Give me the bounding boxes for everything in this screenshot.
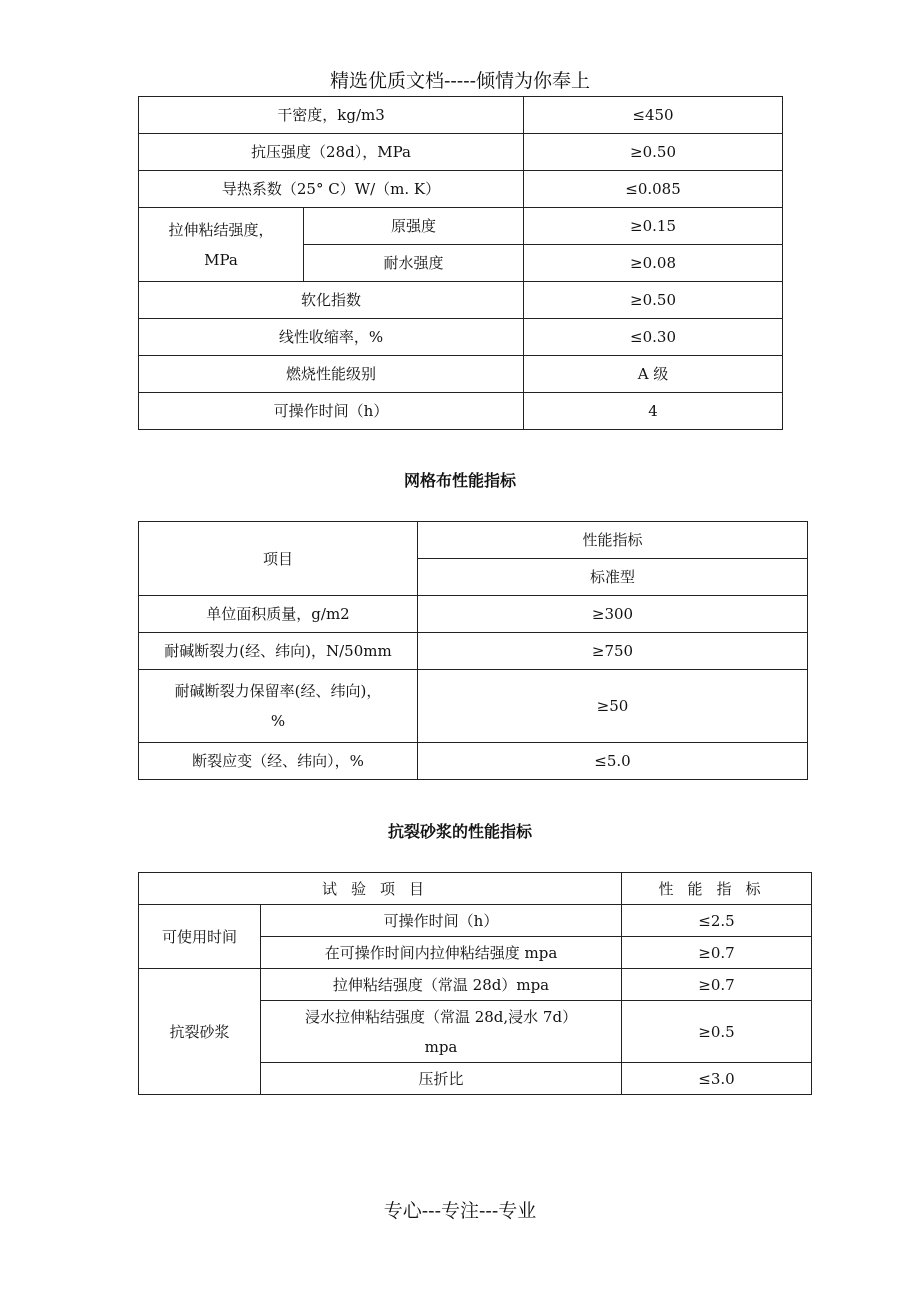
item-cell: 抗压强度（28d），MPa [139,134,524,171]
value-cell: ≥0.7 [622,937,812,969]
table-row [139,905,812,937]
item-line-1: 耐碱断裂力保留率(经、纬向)， [174,682,382,700]
item-cell: 导热系数（25° C）W/（m. K） [139,171,524,208]
item-cell [261,1001,622,1063]
value-cell: ≤5.0 [418,743,808,780]
value-cell: ≥0.50 [524,134,783,171]
table-header-row [139,873,812,905]
page-footer: 专心---专注---专业 [383,1200,537,1222]
value-cell: ≤450 [524,97,783,134]
item-line-2: mpa [424,1037,458,1056]
value-cell: ≤0.30 [524,319,783,356]
section-title-mortar: 抗裂砂浆的性能指标 [387,822,532,841]
table-row [139,969,812,1001]
item-line-1: 浸水拉伸粘结强度（常温 28d,浸水 7d） [304,1007,578,1026]
value-cell: ≤3.0 [622,1063,812,1095]
table-row [139,208,783,245]
item-cell: 软化指数 [139,282,524,319]
item-cell: 原强度 [304,208,524,245]
table-row [139,134,783,171]
insulation-properties-table [138,96,783,430]
value-cell: ≥0.08 [524,245,783,282]
section-title-mesh: 网格布性能指标 [403,471,516,490]
value-cell: ≥0.50 [524,282,783,319]
item-cell: 燃烧性能级别 [139,356,524,393]
value-cell: ≤2.5 [622,905,812,937]
header-perf-cell: 性能指标 [418,522,808,559]
value-cell: ≥50 [418,670,808,743]
header-sub-cell: 标准型 [418,559,808,596]
table-header-row [139,522,808,559]
table-row [139,743,808,780]
table-row [139,356,783,393]
value-cell: ≤0.085 [524,171,783,208]
item-cell: 耐碱断裂力(经、纬向)，N/50mm [139,633,418,670]
item-cell: 拉伸粘结强度（常温 28d）mpa [261,969,622,1001]
group-cell [139,208,304,282]
item-line-2: % [270,712,286,730]
value-cell: 4 [524,393,783,430]
value-cell: ≥300 [418,596,808,633]
value-cell: A 级 [524,356,783,393]
header-item-cell: 项目 [139,522,418,596]
item-cell: 线性收缩率，% [139,319,524,356]
item-cell: 断裂应变（经、纬向），% [139,743,418,780]
header-value-cell: 性能指标 [622,873,812,905]
mortar-properties-table [138,872,812,1095]
table-row [139,596,808,633]
value-cell: ≥0.5 [622,1001,812,1063]
item-cell: 耐水强度 [304,245,524,282]
item-cell: 单位面积质量，g/m2 [139,596,418,633]
table-row [139,670,808,743]
item-cell [139,670,418,743]
item-cell: 在可操作时间内拉伸粘结强度 mpa [261,937,622,969]
header-item-cell: 试验项目 [139,873,622,905]
table-row [139,319,783,356]
item-cell: 干密度，kg/m3 [139,97,524,134]
value-cell: ≥0.7 [622,969,812,1001]
table-row [139,393,783,430]
table-row [139,97,783,134]
group-line-1: 拉伸粘结强度， [168,220,274,239]
value-cell: ≥750 [418,633,808,670]
item-cell: 可操作时间（h） [139,393,524,430]
table-row [139,171,783,208]
mesh-properties-table [138,521,808,780]
group-line-2: MPa [204,250,238,269]
group-cell: 抗裂砂浆 [139,969,261,1095]
group-cell: 可使用时间 [139,905,261,969]
value-cell: ≥0.15 [524,208,783,245]
item-cell: 可操作时间（h） [261,905,622,937]
page-header: 精选优质文档-----倾情为你奉上 [329,70,591,92]
item-cell: 压折比 [261,1063,622,1095]
table-row [139,282,783,319]
table-row [139,633,808,670]
